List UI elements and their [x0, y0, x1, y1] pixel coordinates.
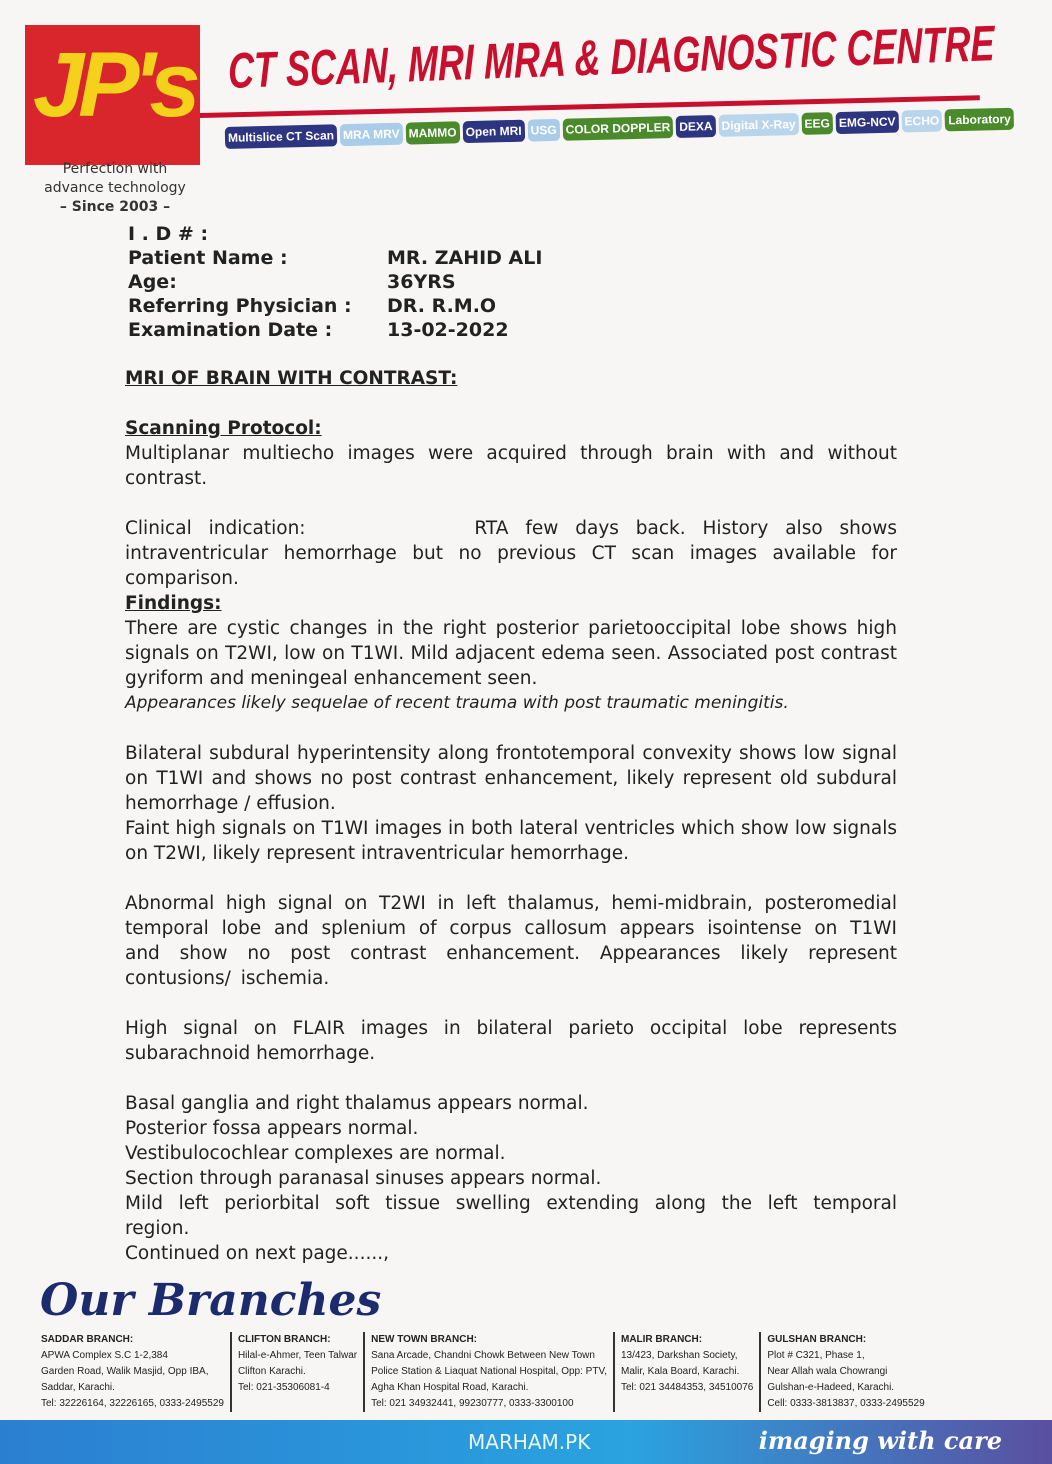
patient-name: MR. ZAHID ALI: [387, 247, 543, 269]
branch-info: [35, 1332, 232, 1412]
service-badge: DEXA: [676, 115, 716, 138]
report-title: MRI OF BRAIN WITH CONTRAST:: [125, 368, 458, 389]
branch-line: Plot # C321, Phase 1,: [767, 1350, 865, 1361]
branch-line: Sana Arcade, Chandni Chowk Between New Town: [371, 1350, 595, 1361]
since-text: – Since 2003 –: [59, 199, 171, 215]
branches-heading: Our Branches: [40, 1275, 382, 1326]
service-badge: USG: [527, 119, 560, 142]
id-label: I . D # :: [128, 223, 209, 245]
branch-line: Police Station & Liaquat National Hospital, Opp: PTV,: [371, 1366, 607, 1377]
finding-text: There are cystic changes in the right posterior parietooccipital lobe shows high signals on T2WI, low on T1WI. Mild adjacent edema seen. Associated post contrast gyriform and meningeal enhancement seen.: [125, 618, 897, 689]
branch-line: Cell: 0333-3813837, 0333-2495529: [767, 1398, 925, 1409]
patient-info: [128, 222, 542, 342]
branch-line: Tel: 021 34484353, 34510076: [620, 1382, 754, 1393]
service-badge: ECHO: [901, 109, 942, 132]
branch-info: [615, 1332, 761, 1412]
service-badge: Multislice CT Scan: [225, 124, 338, 149]
paragraph-text: Posterior fossa appears normal.: [125, 1118, 419, 1139]
physician-label: Referring Physician :: [128, 295, 352, 317]
branch-name: SADDAR BRANCH:: [41, 1334, 134, 1345]
clinical-indication: Clinical indication: RTA few days back. History also shows intraventricular hemorrhage but no previous CT scan images available for comparison.: [125, 518, 909, 589]
logo-text: JP's: [33, 34, 195, 136]
service-badge: EEG: [801, 112, 833, 135]
service-badge: Open MRI: [462, 120, 525, 144]
branch-name: MALIR BRANCH:: [620, 1334, 703, 1345]
branch-line: Tel: 021-35306081-4: [237, 1382, 330, 1393]
service-badge: Digital X-Ray: [718, 113, 799, 137]
branch-line: 13/423, Darkshan Society,: [620, 1350, 738, 1361]
centre-title: CT SCAN, MRI MRA & DIAGNOSTIC CENTRE: [227, 15, 995, 99]
branch-name: GULSHAN BRANCH:: [767, 1334, 867, 1345]
paragraph-text: Basal ganglia and right thalamus appears normal.: [125, 1093, 589, 1114]
watermark: MARHAM.PK: [468, 1430, 591, 1454]
slogan: imaging with care: [758, 1426, 1002, 1455]
service-badge: EMG-NCV: [836, 111, 899, 135]
protocol-text: Multiplanar multiecho images were acquired through brain with and without contrast.: [125, 443, 897, 489]
branch-name: NEW TOWN BRANCH:: [371, 1334, 478, 1345]
branch-line: APWA Complex S.C 1-2,384: [41, 1350, 168, 1361]
patient-age: 36YRS: [387, 271, 456, 293]
protocol-heading: Scanning Protocol:: [125, 418, 322, 439]
paragraph-text: High signal on FLAIR images in bilateral parieto occipital lobe represents subarachnoid hemorrhage.: [125, 1018, 897, 1064]
paragraph-text: Mild left periorbital soft tissue swelling extending along the left temporal region.: [125, 1193, 897, 1239]
branch-info: [365, 1332, 615, 1412]
paragraph-text: Abnormal high signal on T2WI in left thalamus, hemi-midbrain, posteromedial temporal lobe and splenium of corpus callosum appears isointense on T1WI and show no post contrast enhancement. Appearances likely represent contusions/ ischemia.: [125, 893, 897, 989]
tagline: [30, 160, 200, 217]
branch-line: Saddar, Karachi.: [41, 1382, 115, 1393]
branch-line: Near Allah wala Chowrangi: [767, 1366, 888, 1377]
service-badge: Laboratory: [945, 108, 1014, 132]
branch-name: CLIFTON BRANCH:: [237, 1334, 331, 1345]
branch-line: Garden Road, Walik Masjid, Opp IBA,: [41, 1366, 209, 1377]
branch-info: [761, 1332, 930, 1412]
branch-line: Gulshan-e-Hadeed, Karachi.: [767, 1382, 895, 1393]
branch-line: Clifton Karachi.: [237, 1366, 306, 1377]
tagline-line: advance technology: [44, 180, 186, 196]
exam-date: 13-02-2022: [387, 319, 509, 341]
branches-list: [35, 1332, 931, 1412]
paragraph-text: Vestibulocochlear complexes are normal.: [125, 1143, 506, 1164]
physician: DR. R.M.O: [387, 295, 497, 317]
service-badge: MAMMO: [405, 121, 460, 144]
branch-line: Hilal-e-Ahmer, Teen Talwar: [237, 1350, 358, 1361]
finding-text: Appearances likely sequelae of recent trauma with post traumatic meningitis.: [125, 693, 789, 713]
age-label: Age:: [128, 271, 177, 293]
name-label: Patient Name :: [128, 247, 288, 269]
paragraph-text: Faint high signals on T1WI images in both lateral ventricles which show low signals on T2WI, likely represent intraventricular hemorrhage.: [125, 818, 897, 864]
continued-note: Continued on next page......,: [125, 1243, 389, 1264]
service-badge: COLOR DOPPLER: [562, 116, 673, 141]
branch-info: [232, 1332, 365, 1412]
paragraph-text: Bilateral subdural hyperintensity along frontotemporal convexity shows low signal on T1WI and shows no post contrast enhancement, likely represent old subdural hemorrhage / effusion.: [125, 743, 897, 814]
paragraph-text: Section through paranasal sinuses appears normal.: [125, 1168, 602, 1189]
tagline-line: Perfection with: [62, 161, 168, 177]
findings-heading: Findings:: [125, 593, 222, 614]
branch-line: Agha Khan Hospital Road, Karachi.: [371, 1382, 529, 1393]
report-body: [125, 366, 909, 1266]
service-badge: MRA MRV: [340, 123, 403, 147]
branch-line: Tel: 021 34932441, 99230777, 0333-3300100: [371, 1398, 574, 1409]
date-label: Examination Date :: [128, 319, 333, 341]
branch-line: Malir, Kala Board, Karachi.: [620, 1366, 740, 1377]
branch-line: Tel: 32226164, 32226165, 0333-2495529: [41, 1398, 224, 1409]
jps-logo: [25, 25, 200, 165]
